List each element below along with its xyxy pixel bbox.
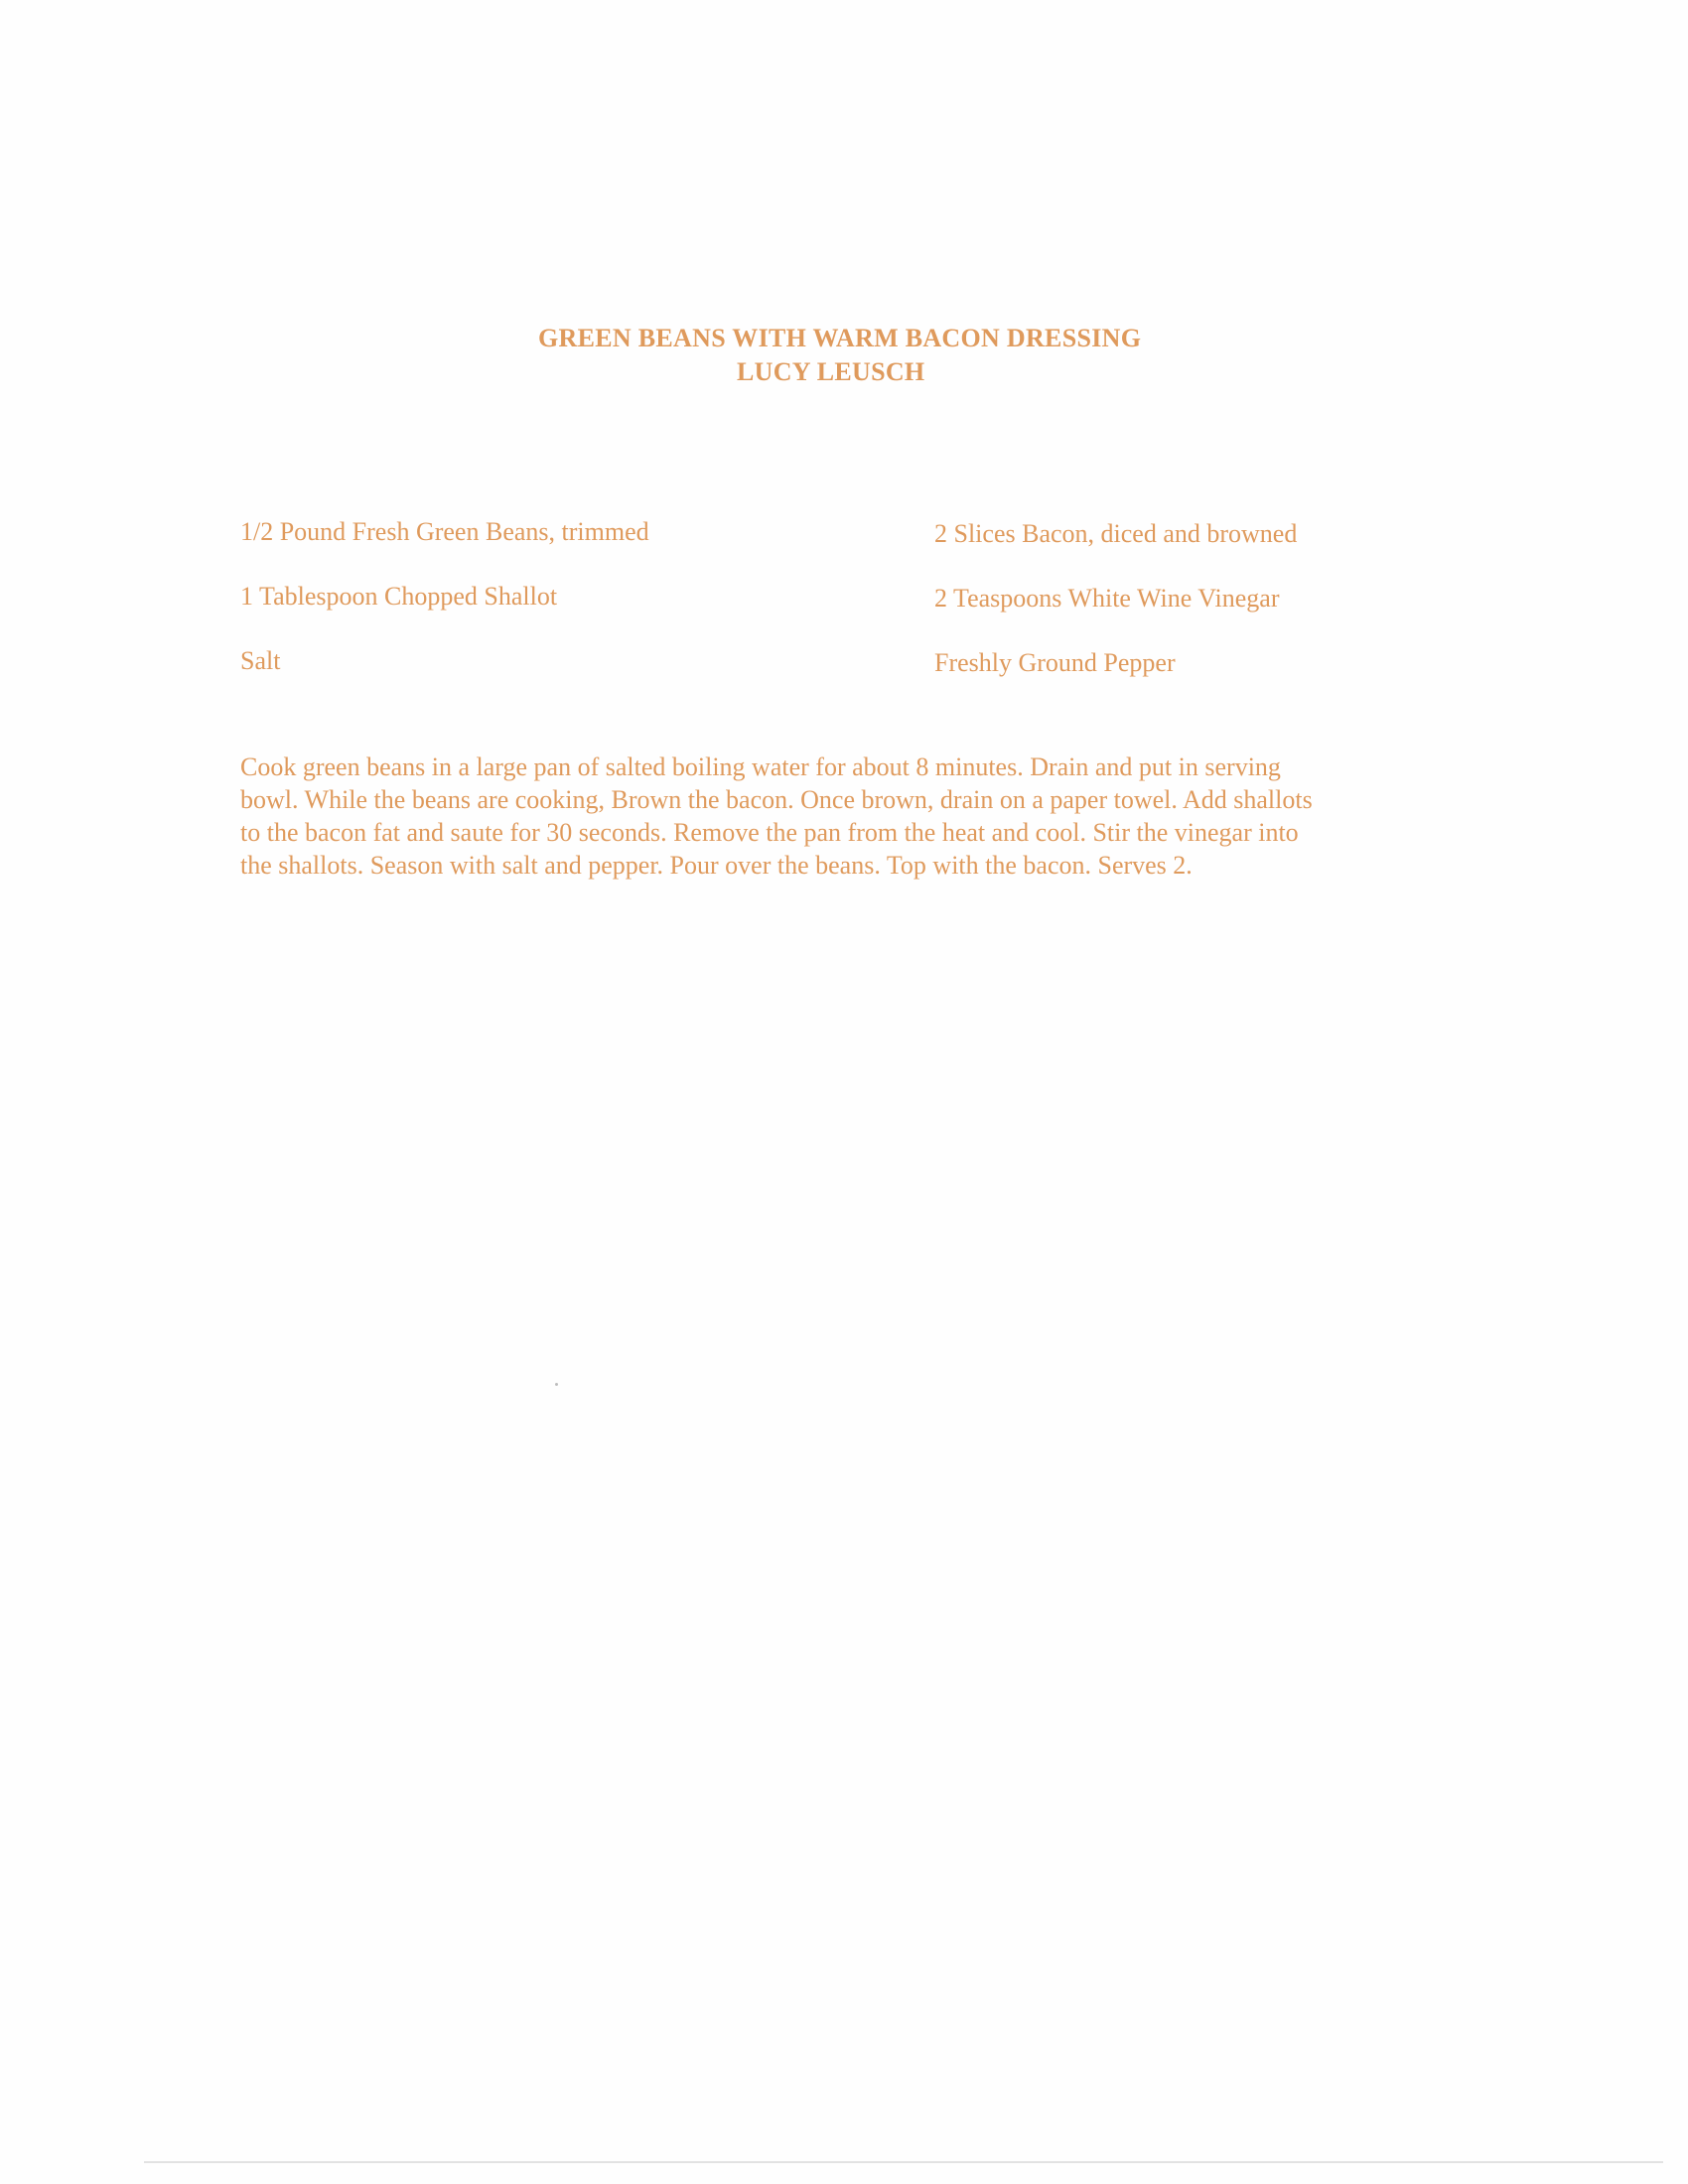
ingredient-item: 2 Slices Bacon, diced and browned [934,519,1298,548]
instructions-line: to the bacon fat and saute for 30 seconds. Remove the pan from the heat and cool. Stir the vinegar into [240,818,1299,847]
recipe-author: LUCY LEUSCH [737,357,925,386]
recipe-title: GREEN BEANS WITH WARM BACON DRESSING [538,324,1142,352]
ingredient-item: Salt [240,646,281,675]
scan-edge-line [144,2161,1663,2163]
ingredient-item: Freshly Ground Pepper [934,648,1176,677]
instructions-line: the shallots. Season with salt and pepper. Pour over the beans. Top with the bacon. Serves 2. [240,851,1193,880]
instructions-line: bowl. While the beans are cooking, Brown the bacon. Once brown, drain on a paper towel. Add shallots [240,785,1313,814]
scan-speck [555,1383,558,1386]
ingredient-item: 1/2 Pound Fresh Green Beans, trimmed [240,517,649,546]
instructions-line: Cook green beans in a large pan of salted boiling water for about 8 minutes. Drain and put in serving [240,752,1281,781]
ingredient-item: 2 Teaspoons White Wine Vinegar [934,584,1280,613]
ingredient-item: 1 Tablespoon Chopped Shallot [240,582,558,611]
recipe-instructions [240,751,1467,882]
